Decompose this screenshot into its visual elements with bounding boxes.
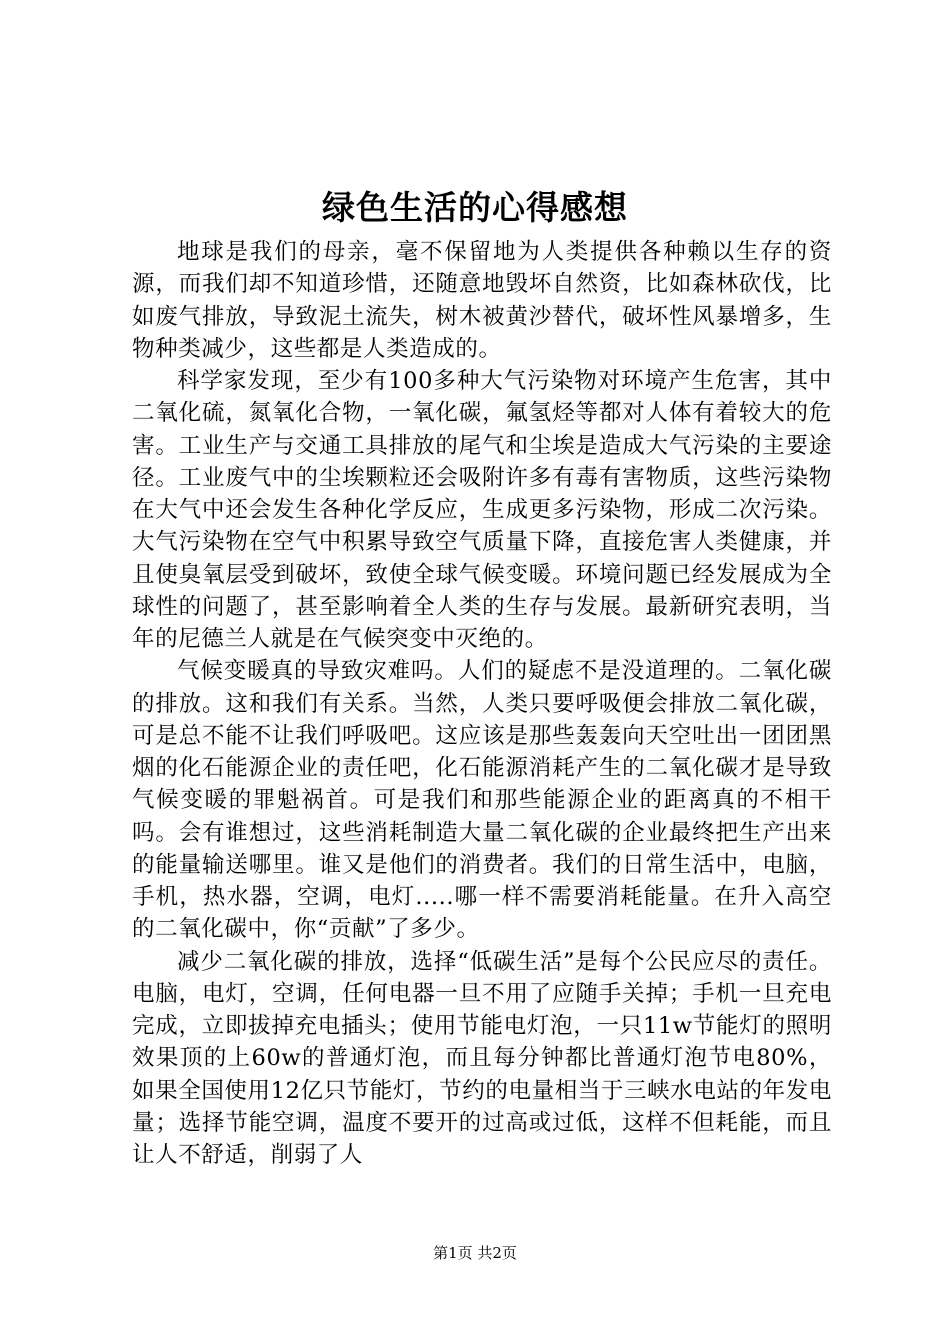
document-body [132, 236, 832, 1171]
paragraph-1: 地球是我们的母亲，毫不保留地为人类提供各种赖以生存的资源，而我们却不知道珍惜，还随意地毁坏自然资，比如森林砍伐，比如废气排放，导致泥土流失，树木被黄沙替代，破坏性风暴增多，生物种类减少，这些都是人类造成的。 [132, 239, 832, 362]
page-footer: 第1页 共2页 [433, 1244, 517, 1262]
paragraph-3: 气候变暖真的导致灾难吗。人们的疑虑不是没道理的。二氧化碳的排放。这和我们有关系。当然，人类只要呼吸便会排放二氧化碳，可是总不能不让我们呼吸吧。这应该是那些轰轰向天空吐出一团团黑烟的化石能源企业的责任吧，化石能源消耗产生的二氧化碳才是导致气候变暖的罪魁祸首。可是我们和那些能源企业的距离真的不相干吗。会有谁想过，这些消耗制造大量二氧化碳的企业最终把生产出来的能量输送哪里。谁又是他们的消费者。我们的日常生活中，电脑，手机，热水器，空调，电灯.....哪一样不需要消耗能量。在升入高空的二氧化碳中，你“贡献”了多少。 [132, 658, 832, 943]
paragraph-4: 减少二氧化碳的排放，选择“低碳生活”是每个公民应尽的责任。电脑，电灯，空调，任何电器一旦不用了应随手关掉；手机一旦充电完成，立即拔掉充电插头；使用节能电灯泡，一只11w节能灯的照明效果顶的上60w的普通灯泡，而且每分钟都比普通灯泡节电80%，如果全国使用12亿只节能灯，节约的电量相当于三峡水电站的年发电量；选择节能空调，温度不要开的过高或过低，这样不但耗能，而且让人不舒适，削弱了人 [132, 948, 832, 1168]
paragraph-2: 科学家发现，至少有100多种大气污染物对环境产生危害，其中二氧化硫，氮氧化合物，一氧化碳，氟氢烃等都对人体有着较大的危害。工业生产与交通工具排放的尾气和尘埃是造成大气污染的主要途径。工业废气中的尘埃颗粒还会吸附许多有毒有害物质，这些污染物在大气中还会发生各种化学反应，生成更多污染物，形成二次污染。大气污染物在空气中积累导致空气质量下降，直接危害人类健康，并且使臭氧层受到破坏，致使全球气候变暖。环境问题已经发展成为全球性的问题了，甚至影响着全人类的生存与发展。最新研究表明，当年的尼德兰人就是在气候突变中灭绝的。 [132, 368, 832, 652]
page-title: 绿色生活的心得感想 [322, 188, 628, 227]
